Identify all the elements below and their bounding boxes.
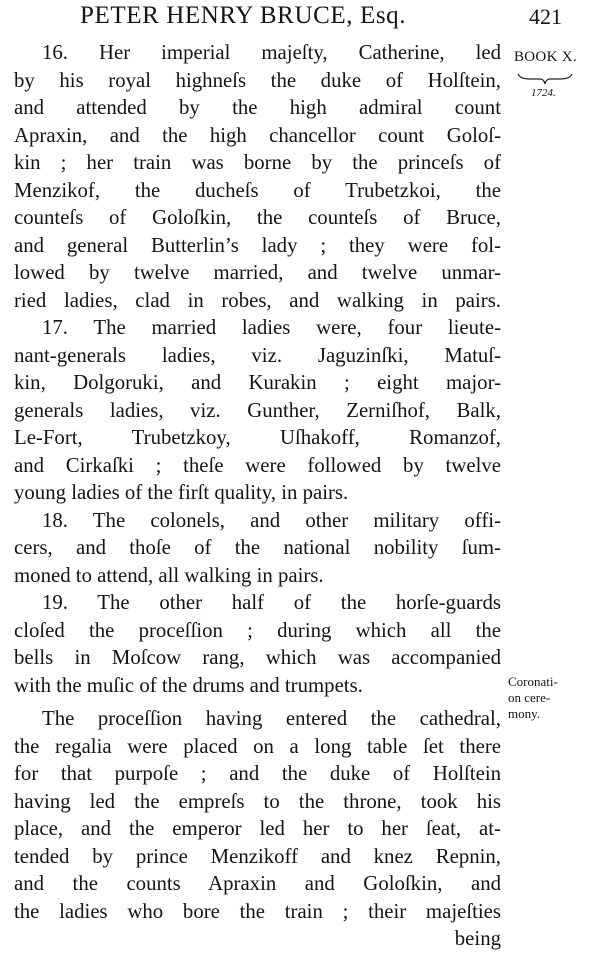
page-number: 421	[529, 4, 562, 29]
text-line: 19. The other half of the horſe-guards	[42, 591, 501, 614]
text-line: counteſs of Goloſkin, the counteſs of Bruce,	[14, 206, 501, 229]
text-line: having led the empreſs to the throne, took his	[14, 789, 501, 813]
text-line: kin, Dolgoruki, and Kurakin ; eight major-	[14, 371, 501, 394]
margin-note-year: 1724.	[531, 87, 556, 99]
running-head: PETER HENRY BRUCE, Esq.	[80, 2, 407, 29]
margin-note-coronation	[508, 674, 588, 722]
text-line: kin ; her train was borne by the princeſs of	[14, 151, 501, 174]
text-line: moned to attend, all walking in pairs.	[14, 563, 324, 587]
margin-note-book: BOOK X.	[514, 49, 577, 65]
text-line: bells in Moſcow rang, which was accompanied	[14, 646, 501, 669]
text-line: and the counts Apraxin and Goloſkin, and	[14, 872, 501, 895]
catchword: being	[454, 927, 501, 950]
text-line: ried ladies, clad in robes, and walking in pairs.	[14, 288, 501, 312]
text-line: and attended by the high admiral count	[14, 96, 501, 119]
text-line: cloſed the proceſſion ; during which all the	[14, 618, 501, 642]
text-line: The proceſſion having entered the cathedral,	[42, 707, 501, 730]
margin-note-coronation-line: Coronati-	[508, 674, 558, 689]
margin-note-coronation-line: on cere-	[508, 690, 551, 705]
text-line: young ladies of the firſt quality, in pairs.	[14, 481, 349, 504]
text-line: the ladies who bore the train ; their majeſties	[14, 899, 501, 923]
text-line: and general Butterlin’s lady ; they were fol-	[14, 233, 501, 257]
text-line: generals ladies, viz. Gunther, Zerniſhof, Balk,	[14, 398, 501, 422]
text-line: cers, and thoſe of the national nobility ſum-	[14, 536, 501, 559]
text-line: Apraxin, and the high chancellor count Goloſ-	[14, 123, 501, 147]
text-line: nant-generals ladies, viz. Jaguzinſki, Matuſ-	[14, 343, 501, 367]
page-header	[0, 2, 594, 36]
text-line: 16. Her imperial majeſty, Catherine, led	[42, 41, 501, 64]
text-line: for that purpoſe ; and the duke of Holſtein	[14, 762, 501, 785]
text-line: the regalia were placed on a long table ſet there	[14, 734, 501, 758]
text-line: 18. The colonels, and other military offi-	[42, 508, 501, 532]
text-line: Le-Fort, Trubetzkoy, Uſhakoff, Romanzof,	[14, 426, 501, 449]
text-line: place, and the emperor led her to her ſeat, at-	[14, 817, 501, 840]
text-line: 17. The married ladies were, four lieute-	[42, 316, 501, 339]
text-line: and Cirkaſki ; theſe were followed by twelve	[14, 453, 501, 477]
text-line: tended by prince Menzikoff and knez Repnin,	[14, 844, 501, 868]
text-line: lowed by twelve married, and twelve unmar-	[14, 261, 501, 284]
text-line: Menzikof, the ducheſs of Trubetzkoi, the	[14, 178, 501, 202]
text-line: with the muſic of the drums and trumpets.	[14, 673, 363, 697]
text-line: by his royal highneſs the duke of Holſtein,	[14, 68, 501, 92]
body-text	[14, 39, 501, 953]
margin-brace-icon	[516, 72, 574, 86]
margin-note-coronation-line: mony.	[508, 706, 541, 721]
